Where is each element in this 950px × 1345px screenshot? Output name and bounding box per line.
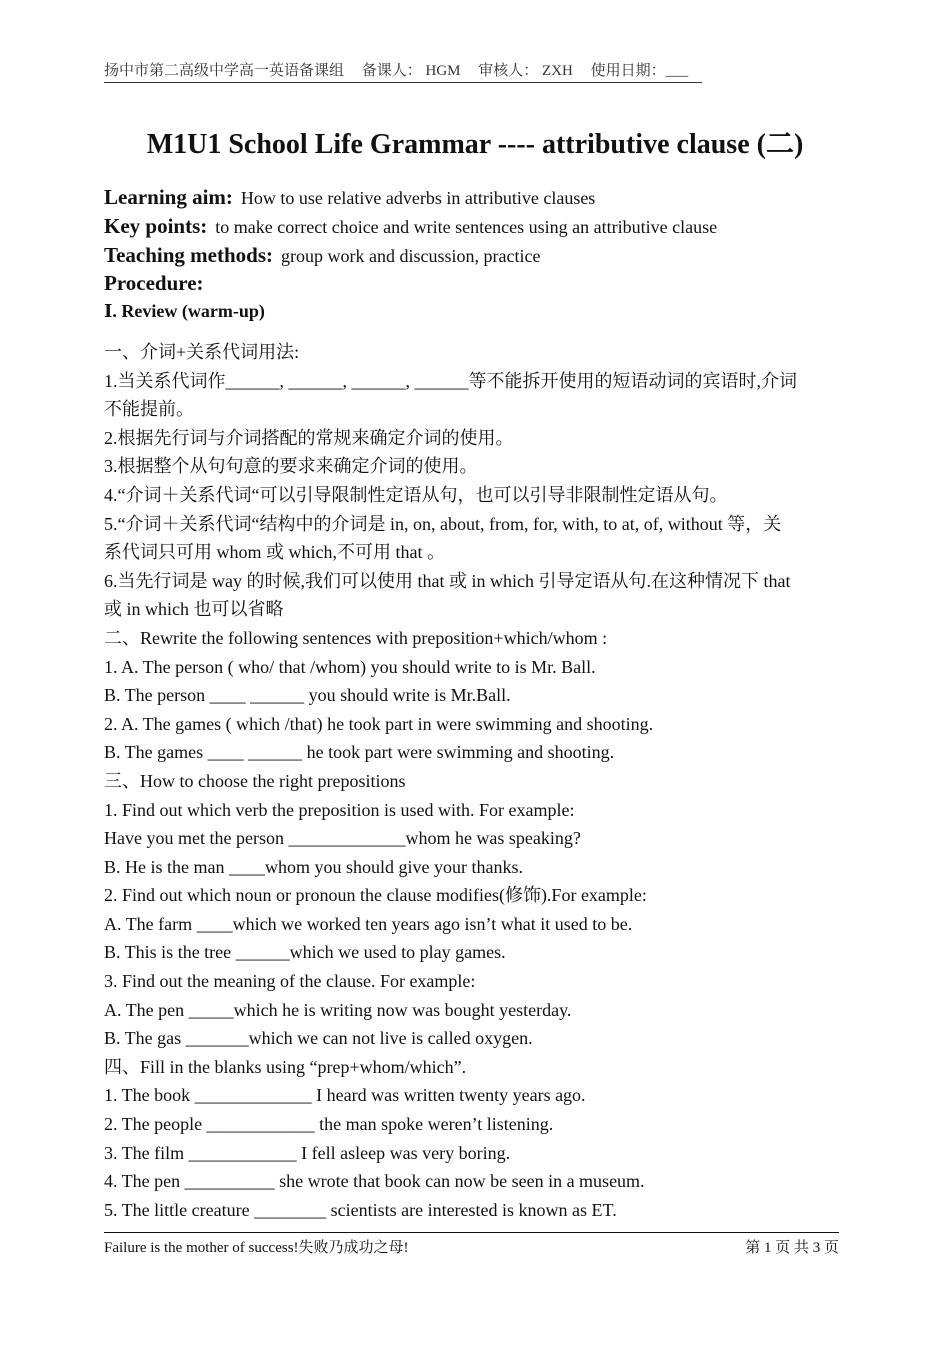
text-line: 2. A. The games ( which /that) he took part in were swimming and shooting.	[104, 713, 654, 734]
document-body	[104, 338, 849, 1224]
footer-motto: Failure is the mother of success!失败乃成功之母!	[104, 1240, 409, 1256]
text-line: 二、Rewrite the following sentences with preposition+which/whom :	[104, 627, 608, 648]
meta-procedure	[104, 271, 204, 296]
footer-page-number: 第 1 页 共 3 页	[745, 1240, 839, 1256]
text-line: 5.“介词＋关系代词“结构中的介词是 in, on, about, from, for, with, to at, of, without 等，关	[104, 513, 782, 534]
text-line: B. The games ____ ______ he took part were swimming and shooting.	[104, 742, 615, 763]
text-line: 1. Find out which verb the preposition is used with. For example:	[104, 799, 575, 820]
page-header	[104, 59, 702, 83]
text-line: 3. The film ____________ I fell asleep was very boring.	[104, 1142, 511, 1163]
meta-learning-aim	[104, 185, 595, 210]
text-line: 或 in which 也可以省略	[104, 599, 284, 620]
text-line: Have you met the person _____________whom he was speaking?	[104, 828, 581, 849]
meta-key: Procedure:	[104, 271, 204, 295]
text-line: 4. The pen __________ she wrote that book can now be seen in a museum.	[104, 1171, 645, 1192]
text-line: A. The pen _____which he is writing now was bought yesterday.	[104, 999, 572, 1020]
text-line: B. The gas _______which we can not live is called oxygen.	[104, 1028, 533, 1049]
header-preparer: 备课人： HGM	[361, 63, 461, 79]
section-review-heading: Ⅰ. Review (warm-up)	[104, 301, 265, 321]
text-line: 4.“介词＋关系代词“可以引导限制性定语从句，也可以引导非限制性定语从句。	[104, 484, 728, 505]
text-line: B. He is the man ____whom you should give your thanks.	[104, 856, 523, 877]
text-line: 1. A. The person ( who/ that /whom) you should write to is Mr. Ball.	[104, 656, 596, 677]
text-line: 1.当关系代词作______, ______, ______, ______等不能拆开使用的短语动词的宾语时,介词	[104, 370, 797, 391]
header-reviewer: 审核人： ZXH	[478, 63, 573, 79]
text-line: 1. The book _____________ I heard was written twenty years ago.	[104, 1085, 586, 1106]
meta-teaching-methods	[104, 243, 540, 268]
text-line: 3.根据整个从句句意的要求来确定介词的使用。	[104, 456, 478, 477]
meta-key: Key points:	[104, 214, 208, 238]
text-line: B. This is the tree ______which we used to play games.	[104, 942, 506, 963]
text-line: 系代词只可用 whom 或 which,不可用 that 。	[104, 542, 445, 563]
text-line: 2. The people ____________ the man spoke weren’t listening.	[104, 1114, 554, 1135]
text-line: 不能提前。	[104, 399, 194, 420]
text-line: 三、How to choose the right prepositions	[104, 770, 406, 791]
text-line: 2.根据先行词与介词搭配的常规来确定介词的使用。	[104, 427, 514, 448]
meta-value: How to use relative adverbs in attributive clauses	[240, 188, 596, 208]
text-line: 3. Find out the meaning of the clause. For example:	[104, 971, 476, 992]
meta-key: Learning aim:	[104, 185, 233, 209]
page-title: M1U1 School Life Grammar ---- attributive clause (二)	[146, 129, 804, 160]
meta-key: Teaching methods:	[104, 243, 273, 267]
header-school: 扬中市第二高级中学高一英语备课组	[104, 63, 345, 79]
meta-value: group work and discussion, practice	[281, 246, 541, 266]
footer-divider	[104, 1232, 839, 1233]
text-line: 6.当先行词是 way 的时候,我们可以使用 that 或 in which 引导定语从句.在这种情况下 that	[104, 570, 791, 591]
text-line: 四、Fill in the blanks using “prep+whom/which”.	[104, 1056, 467, 1077]
meta-value: to make correct choice and write sentences using an attributive clause	[215, 217, 718, 237]
text-line: B. The person ____ ______ you should write is Mr.Ball.	[104, 685, 511, 706]
header-date: 使用日期：___	[590, 63, 689, 79]
text-line: A. The farm ____which we worked ten years ago isn’t what it used to be.	[104, 913, 633, 934]
meta-key-points	[104, 214, 717, 239]
text-line: 一、介词+关系代词用法:	[104, 342, 300, 362]
text-line: 2. Find out which noun or pronoun the clause modifies(修饰).For example:	[104, 885, 647, 906]
text-line: 5. The little creature ________ scientists are interested is known as ET.	[104, 1199, 617, 1220]
